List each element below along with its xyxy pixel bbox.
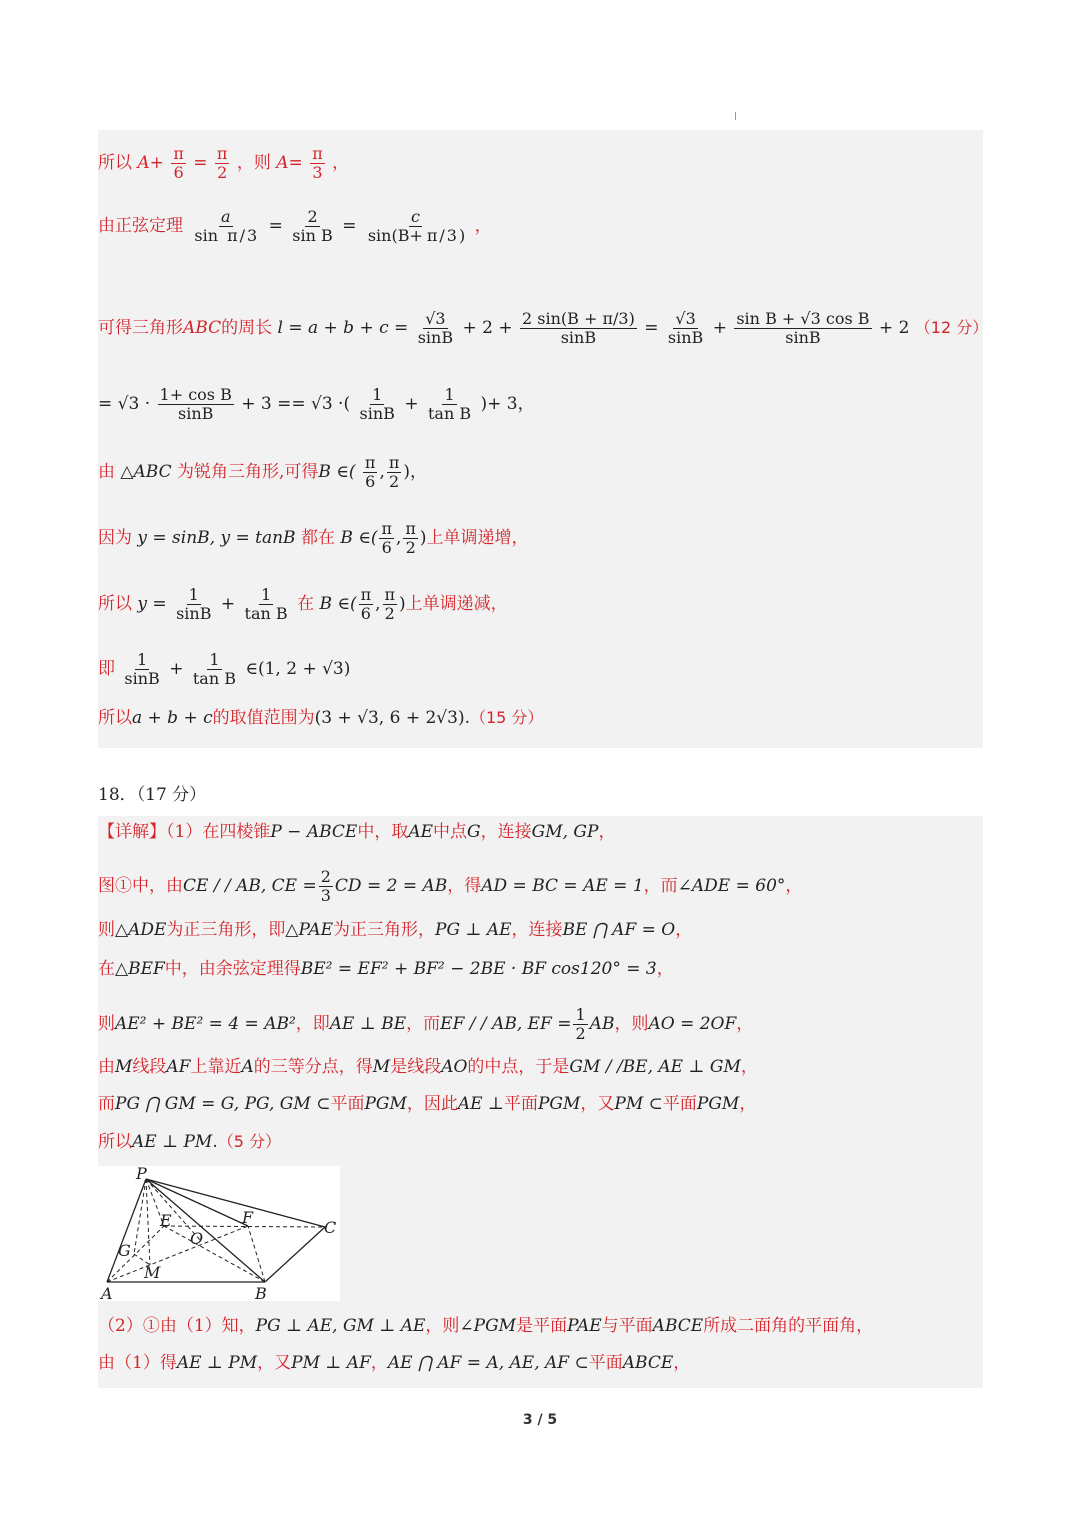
math: + <box>220 594 236 614</box>
text: 上单调递减， <box>405 594 508 614</box>
line-5 <box>98 454 427 491</box>
detail-tag: 【详解】 <box>98 822 166 842</box>
num: 1+ cos B <box>159 385 232 404</box>
text: 图①中，由 <box>98 876 183 896</box>
score-label: （5 分） <box>217 1132 282 1151</box>
den: sin π / 3 <box>194 226 258 245</box>
text: 所以 <box>98 594 132 614</box>
text: 都在 <box>300 528 335 548</box>
math: + 3 == √3 ·( <box>241 394 351 414</box>
fraction <box>363 454 378 491</box>
math: ABC <box>183 318 222 338</box>
num: π <box>173 144 184 163</box>
num: 1 <box>137 650 148 669</box>
line-2 <box>98 208 492 245</box>
math: PGM <box>537 1094 581 1114</box>
edge-pg <box>134 1179 146 1254</box>
den: sinB <box>417 328 454 347</box>
fraction <box>364 208 467 245</box>
math: AE ⋂ AF = A, AE, AF ⊂ <box>387 1353 589 1373</box>
text: 上单调递增， <box>426 528 529 548</box>
text: （2）①由（1）知， <box>98 1316 256 1336</box>
math: ∈(1, 2 + √3) <box>245 659 351 679</box>
num: √3 <box>675 309 696 328</box>
text: ，因此 <box>406 1094 458 1114</box>
math: = <box>268 216 283 236</box>
text: 平面 <box>503 1094 538 1114</box>
label-g: G <box>118 1241 131 1260</box>
math: B ∈( <box>319 594 357 614</box>
math: + 2 <box>878 318 910 338</box>
text: ，而 <box>406 1014 441 1034</box>
fraction <box>734 310 871 347</box>
math: M <box>372 1057 391 1077</box>
fraction <box>319 868 333 905</box>
math: CD = 2 = AB <box>334 876 448 896</box>
text: （1）在四棱锥 <box>166 822 271 842</box>
text: 平面 <box>662 1094 697 1114</box>
num: sin B + √3 cos B <box>736 309 870 328</box>
text: 中，由余弦定理得 <box>164 959 301 979</box>
text: 平面 <box>330 1094 365 1114</box>
math: BE ⋂ AF = O <box>562 920 676 940</box>
text: 为正三角形，即 <box>166 920 286 940</box>
den: sinB <box>176 604 212 623</box>
fraction <box>290 208 334 245</box>
math: PG ⊥ AE <box>435 920 512 940</box>
label-e: E <box>160 1211 172 1230</box>
math: ABCE <box>652 1316 704 1336</box>
math: AE ⊥ BE <box>329 1014 407 1034</box>
edge-be <box>164 1226 265 1282</box>
fraction <box>158 386 234 423</box>
math: P − ABCE <box>270 822 358 842</box>
math: GM, GP <box>531 822 599 842</box>
fraction <box>191 651 238 688</box>
den: 6 <box>360 604 371 623</box>
math: , <box>375 594 381 614</box>
text: ，又 <box>257 1353 292 1373</box>
math: a + b + c <box>132 708 213 728</box>
math: + 2 + <box>462 318 513 338</box>
fraction <box>171 145 186 182</box>
math: PG ⋂ GM = G, PG, GM ⊂ <box>115 1094 331 1114</box>
fraction <box>243 586 290 623</box>
text: 则 <box>98 1014 115 1034</box>
den: 2 <box>405 538 416 557</box>
detail-line-9 <box>98 1315 873 1337</box>
math: ∠PGM <box>459 1316 517 1336</box>
detail-line-5 <box>98 1006 753 1043</box>
detail-line-2 <box>98 868 802 905</box>
den: sinB <box>560 328 597 347</box>
math: )+ 3， <box>480 394 535 414</box>
fraction <box>573 1006 587 1043</box>
text: ，连接 <box>511 920 563 940</box>
label-p: P <box>136 1166 147 1183</box>
math: = <box>193 153 208 173</box>
math: ) <box>419 528 427 548</box>
num: π <box>405 519 416 538</box>
math: AB <box>589 1014 615 1034</box>
math: PAE <box>567 1316 602 1336</box>
math: BE² = EF² + BF² − 2BE · BF cos120° = 3 <box>300 959 657 979</box>
fraction <box>666 310 705 347</box>
math: △PAE <box>285 920 334 940</box>
num: 1 <box>444 385 455 404</box>
line-3 <box>98 310 988 347</box>
num: π <box>364 453 376 472</box>
math: A= <box>276 153 303 173</box>
num: π <box>388 453 400 472</box>
num: 1 <box>209 650 220 669</box>
num: c <box>411 207 421 226</box>
label-c: C <box>324 1218 337 1237</box>
num: 1 <box>261 585 272 604</box>
line-7 <box>98 586 508 623</box>
math: l = a + b + c = <box>277 318 409 338</box>
fraction <box>520 310 637 347</box>
den: sinB <box>785 328 821 347</box>
text: 所以 <box>98 153 132 173</box>
text: 即 <box>98 659 115 679</box>
text: 的取值范围为 <box>212 708 315 728</box>
math: + <box>169 659 184 679</box>
math: △BEF <box>115 959 165 979</box>
den: tan B <box>427 404 472 423</box>
den-three: 3 <box>247 226 258 245</box>
score-label: （15 分） <box>469 708 544 727</box>
num: π <box>312 144 323 163</box>
math: , <box>379 462 385 482</box>
text: ， <box>332 153 350 173</box>
text: ，而 <box>643 876 678 896</box>
math: B ∈( <box>318 462 356 482</box>
num: 1 <box>188 585 199 604</box>
den: tan B <box>192 669 236 688</box>
pyramid-diagram <box>98 1166 340 1301</box>
den: 6 <box>173 163 184 182</box>
math: . <box>464 708 470 728</box>
math: y = sinB, y = tanB <box>137 528 296 548</box>
text: 中点 <box>433 822 468 842</box>
fraction <box>387 454 402 491</box>
fraction <box>403 520 418 557</box>
text: 因为 <box>98 528 132 548</box>
fraction <box>174 586 213 623</box>
den-pi: π <box>426 226 438 245</box>
text: ， <box>370 1353 388 1373</box>
text: ， <box>785 876 803 896</box>
den: 3 <box>320 886 331 905</box>
den: 6 <box>381 538 392 557</box>
edge-pa <box>107 1179 146 1282</box>
math: PG ⊥ AE, GM ⊥ AE <box>255 1316 426 1336</box>
text: 由 <box>98 1057 115 1077</box>
math: y = <box>137 594 167 614</box>
math: A+ <box>137 153 164 173</box>
math: AE ⊥ PM <box>132 1132 213 1152</box>
text: ， <box>656 959 674 979</box>
fraction <box>215 145 230 182</box>
fraction <box>383 586 398 623</box>
math: + <box>404 394 419 414</box>
line-9 <box>98 707 543 729</box>
num: 2 <box>307 207 318 226</box>
text: 的中点，于是 <box>467 1057 570 1077</box>
math: △ABC <box>120 462 172 482</box>
fraction <box>190 208 261 245</box>
math: = <box>644 318 659 338</box>
text: 是线段 <box>390 1057 442 1077</box>
line-4 <box>98 386 535 423</box>
math: PGM <box>364 1094 407 1114</box>
text: 在 <box>297 594 315 614</box>
math: = <box>342 216 357 236</box>
math: G <box>467 822 481 842</box>
math: M <box>115 1057 133 1077</box>
text: ，则 <box>236 153 271 173</box>
math: AE <box>408 822 434 842</box>
math: )， <box>403 462 427 482</box>
den-pi: π <box>227 226 238 245</box>
den-text: sin <box>194 226 219 245</box>
text: 与平面 <box>601 1316 653 1336</box>
text: 所以 <box>98 708 132 728</box>
detail-line-1 <box>98 821 615 843</box>
num: 2 <box>320 867 331 886</box>
detail-line-8 <box>98 1131 281 1153</box>
edge-bc <box>265 1227 325 1282</box>
text: 由正弦定理 <box>98 216 183 236</box>
den: 2 <box>389 472 400 491</box>
text: ， <box>736 1014 754 1034</box>
text: 是平面 <box>516 1316 568 1336</box>
num: π <box>384 585 396 604</box>
math: AE ⊥ <box>457 1094 504 1114</box>
num: π <box>381 519 392 538</box>
math: ABCE <box>622 1353 674 1373</box>
line-8 <box>98 651 350 688</box>
text: ， <box>598 822 616 842</box>
fraction <box>310 145 325 182</box>
text: ，即 <box>295 1014 330 1034</box>
text: 中，取 <box>357 822 409 842</box>
page-number: 3 / 5 <box>522 1412 558 1428</box>
math: PGM <box>696 1094 740 1114</box>
math: = √3 · <box>98 394 151 414</box>
den: tan B <box>244 604 288 623</box>
den: 3 <box>312 163 323 182</box>
text: ， <box>675 920 693 940</box>
math: AD = BC = AE = 1 <box>481 876 644 896</box>
den: sin(B+ π / 3 ) <box>367 226 466 245</box>
math: PM ⊥ AF <box>291 1353 371 1373</box>
label-m: M <box>144 1263 161 1282</box>
fraction <box>122 651 161 688</box>
num: 1 <box>372 385 383 404</box>
score-label: （12 分） <box>914 318 989 337</box>
detail-line-3 <box>98 919 692 941</box>
math: CE / / AB, CE = <box>183 876 317 896</box>
math: AE² + BE² = 4 = AB² <box>115 1014 296 1034</box>
den: 2 <box>575 1024 586 1043</box>
text: 的周长 <box>221 318 273 338</box>
edge-pm <box>146 1179 150 1265</box>
text: 平面 <box>588 1353 623 1373</box>
text: ， <box>474 216 492 236</box>
label-a: A <box>101 1284 113 1301</box>
text: ， <box>740 1057 758 1077</box>
den: 6 <box>365 472 376 491</box>
text: 可得三角形 <box>98 318 183 338</box>
text: 由 <box>98 462 115 482</box>
den-text: sin(B+ <box>367 226 423 245</box>
den: 2 <box>384 604 395 623</box>
text: ，连接 <box>480 822 532 842</box>
math: △ADE <box>115 920 167 940</box>
line-1 <box>98 145 349 182</box>
text: 由（1）得 <box>98 1353 177 1373</box>
text: 的三等分点，得 <box>253 1057 373 1077</box>
text: 上靠近 <box>190 1057 242 1077</box>
text: ，得 <box>447 876 482 896</box>
text: ， <box>673 1353 691 1373</box>
math: , <box>396 528 402 548</box>
label-b: B <box>255 1284 267 1301</box>
math: B ∈( <box>340 528 378 548</box>
den: sin B <box>292 226 333 245</box>
math: ∠ADE = 60° <box>677 876 786 896</box>
detail-line-6 <box>98 1056 758 1078</box>
detail-line-7 <box>98 1093 756 1115</box>
math: . <box>212 1132 218 1152</box>
text: ，则 <box>425 1316 460 1336</box>
den: sinB <box>359 404 395 423</box>
fraction <box>426 386 473 423</box>
math: A <box>241 1057 254 1077</box>
num: 2 sin(B + π/3) <box>522 309 635 328</box>
math: GM / /BE, AE ⊥ GM <box>569 1057 741 1077</box>
text: ，则 <box>614 1014 649 1034</box>
math: AO = 2OF <box>648 1014 737 1034</box>
text: ，又 <box>580 1094 615 1114</box>
num: π <box>360 585 372 604</box>
math: AF <box>166 1057 191 1077</box>
text: 所成二面角的平面角， <box>703 1316 874 1336</box>
den: 2 <box>217 163 228 182</box>
detail-line-10 <box>98 1352 690 1374</box>
label-o: O <box>190 1229 204 1248</box>
label-f: F <box>242 1208 254 1227</box>
line-6 <box>98 520 529 557</box>
math: EF / / AB, EF = <box>440 1014 572 1034</box>
question-heading <box>98 784 206 806</box>
den: sinB <box>124 669 160 688</box>
fraction <box>379 520 394 557</box>
text: 所以 <box>98 1132 132 1152</box>
num: √3 <box>425 309 446 328</box>
fraction <box>359 586 374 623</box>
math: (3 + √3, 6 + 2√3) <box>314 708 465 728</box>
text: ， <box>739 1094 757 1114</box>
pyramid-figure <box>98 1166 340 1301</box>
text: 为正三角形， <box>333 920 436 940</box>
math: AO <box>441 1057 468 1077</box>
num: 1 <box>575 1005 586 1024</box>
num: π <box>216 144 228 163</box>
den: sinB <box>177 404 214 423</box>
den-three: 3 <box>446 226 457 245</box>
math: ) <box>399 594 406 614</box>
den: sinB <box>667 328 704 347</box>
text: 为锐角三角形,可得 <box>176 462 319 482</box>
math: + <box>712 318 727 338</box>
fraction <box>416 310 455 347</box>
num: a <box>221 207 231 226</box>
fraction <box>358 386 397 423</box>
heading-text: 18．（17 分） <box>98 785 207 805</box>
text: 线段 <box>132 1057 167 1077</box>
text: 则 <box>98 920 115 940</box>
detail-line-4 <box>98 958 674 980</box>
math: AE ⊥ PM <box>176 1353 258 1373</box>
text: 而 <box>98 1094 115 1114</box>
text: 在 <box>98 959 115 979</box>
header-tick <box>735 112 736 120</box>
math: PM ⊂ <box>614 1094 663 1114</box>
